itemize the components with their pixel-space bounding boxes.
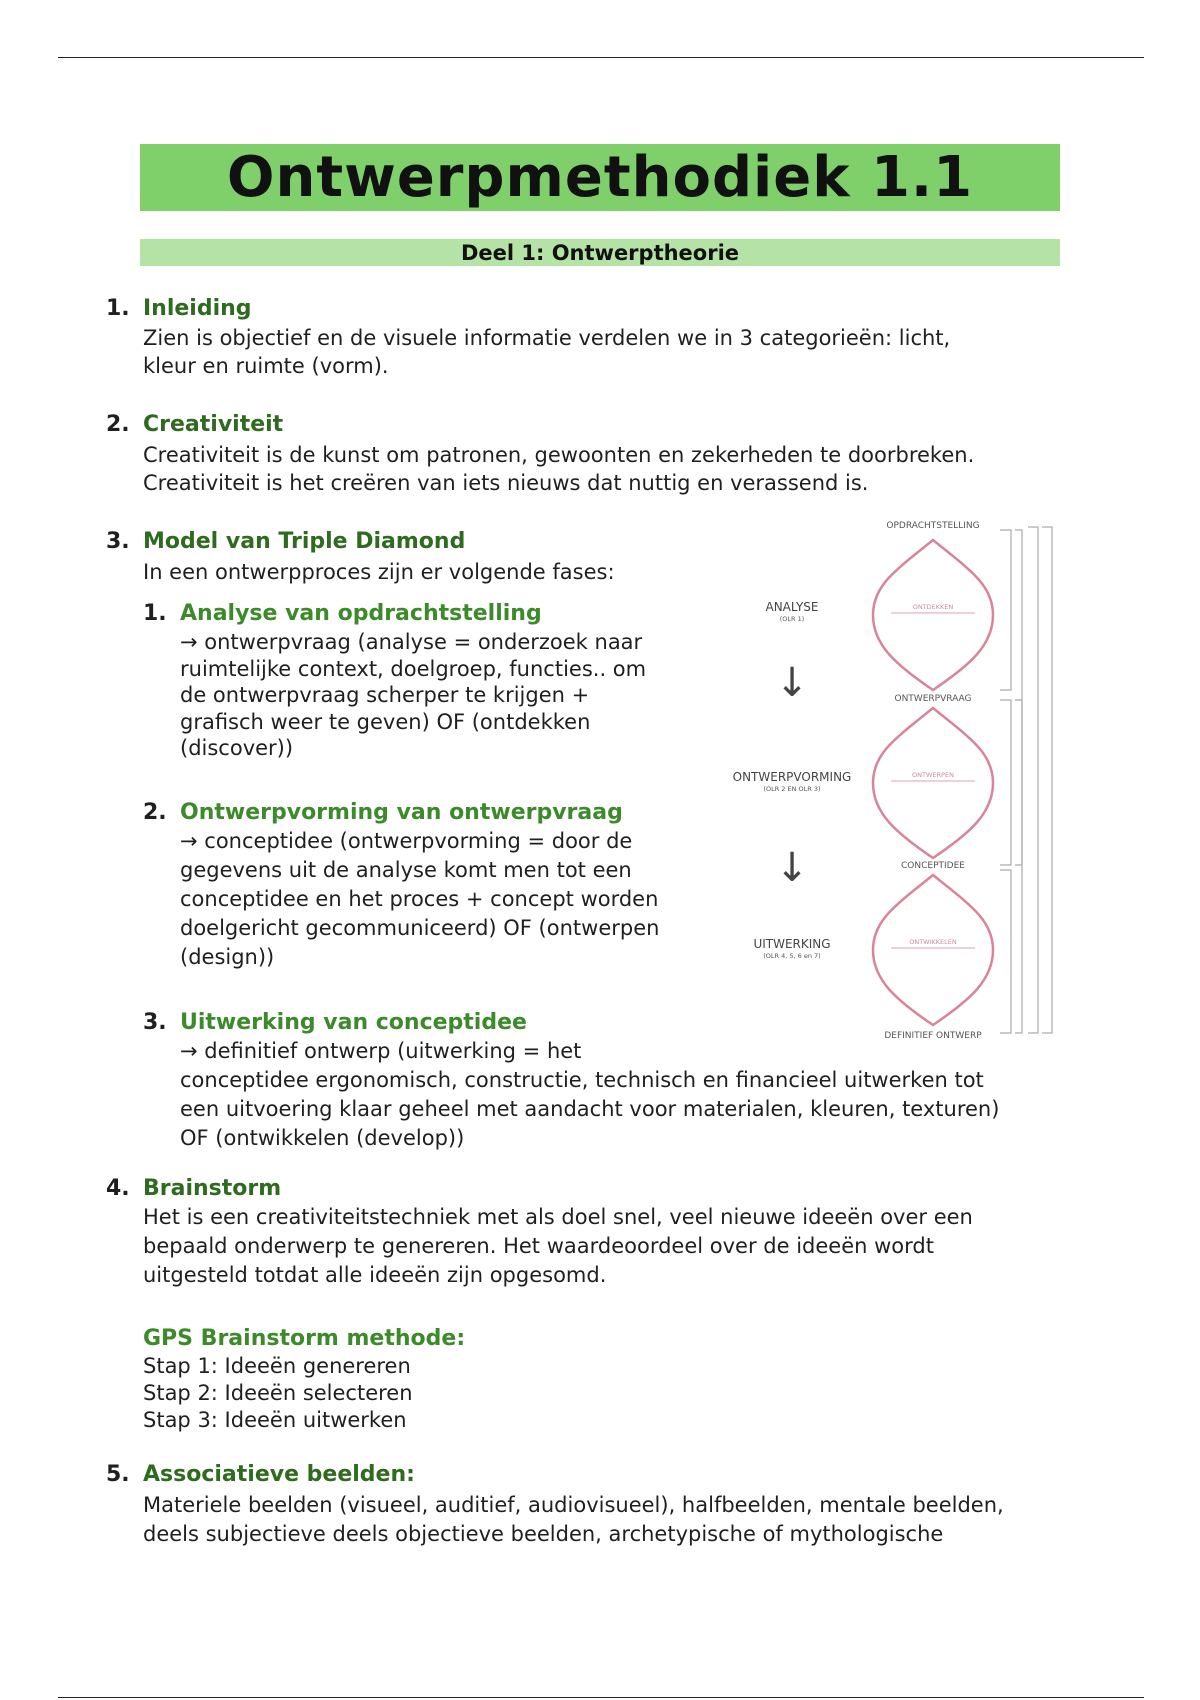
section-3-intro: In een ontwerpproces zijn er volgende fases:	[143, 560, 615, 584]
top-rule	[58, 57, 1144, 58]
subsection-ontwerpvorming-body: → conceptidee (ontwerpvorming = door de gegevens uit de analyse komt men tot een conceptidee en het proces + concept worden doelgericht gecommuniceerd) OF (ontwerpen (design))	[180, 829, 660, 969]
subsection-analyse-heading: 1. Analyse van opdrachtstelling	[143, 601, 542, 626]
subsection-analyse-body: → ontwerpvraag (analyse = onderzoek naar ruimtelijke context, doelgroep, functies.. om de ontwerpvraag scherper te krijgen + grafisch weer te geven) OF (ontdekken (discover))	[180, 630, 647, 760]
down-arrow-icon: ↓	[775, 845, 809, 891]
diamond-ontwerpvorming	[873, 708, 993, 858]
subsection-uitwerking-body: → definitief ontwerp (uitwerking = het conceptidee ergonomisch, constructie, technisch en financieel uitwerken tot een uitvoering klaar geheel met aandacht voor materialen, kleuren, texturen) OF (ontwikkelen (develop))	[180, 1039, 1000, 1150]
section-1-body: Zien is objectief en de visuele informatie verdelen we in 3 categorieën: licht, kleur en ruimte (vorm).	[143, 326, 951, 378]
phase-sub-analyse: (OLR 1)	[779, 615, 805, 623]
inner-label-analyse: ONTDEKKEN	[912, 603, 954, 611]
diamond-uitwerking	[873, 875, 993, 1025]
section-2-heading: 2. Creativiteit	[106, 412, 284, 437]
phase-sub-ontwerpvorming: (OLR 2 EN OLR 3)	[763, 785, 821, 793]
section-5-heading: 5. Associatieve beelden:	[106, 1462, 415, 1487]
section-4-heading: 4. Brainstorm	[106, 1176, 282, 1201]
triple-diamond-diagram	[715, 515, 1065, 1045]
gps-brainstorm-heading: GPS Brainstorm methode:	[143, 1326, 466, 1351]
subsection-ontwerpvorming-heading: 2. Ontwerpvorming van ontwerpvraag	[143, 800, 623, 825]
phase-label-ontwerpvorming: ONTWERPVORMING	[732, 770, 852, 784]
bracket-lines	[1000, 527, 1052, 1033]
section-5-body: Materiele beelden (visueel, auditief, audiovisueel), halfbeelden, mentale beelden, deels subjectieve deels objectieve beelden, archetypische of mythologische	[143, 1493, 1004, 1546]
phase-label-analyse: ANALYSE	[765, 600, 819, 614]
diamond-analyse	[873, 540, 993, 690]
subsection-uitwerking-heading: 3. Uitwerking van conceptidee	[143, 1010, 527, 1035]
bottom-rule	[58, 1697, 1144, 1698]
outcome-conceptidee: CONCEPTIDEE	[901, 861, 965, 871]
inner-label-ontwerpvorming: ONTWERPEN	[912, 771, 954, 779]
section-2-body: Creativiteit is de kunst om patronen, gewoonten en zekerheden te doorbreken. Creativiteit is het creëren van iets nieuws dat nuttig en verassend is.	[143, 443, 975, 495]
phase-label-uitwerking: UITWERKING	[753, 937, 831, 951]
gps-steps-list	[143, 1353, 413, 1434]
outcome-definitief-ontwerp: DEFINITIEF ONTWERP	[884, 1031, 982, 1041]
section-4-body: Het is een creativiteitstechniek met als doel snel, veel nieuwe ideeën over een bepaald onderwerp te genereren. Het waardeoordeel over de ideeën wordt uitgesteld totdat alle ideeën zijn opgesomd.	[143, 1205, 973, 1287]
phase-sub-uitwerking: (OLR 4, 5, 6 en 7)	[763, 952, 821, 960]
gps-step: Stap 3: Ideeën uitwerken	[143, 1408, 407, 1432]
page-subtitle: Deel 1: Ontwerptheorie	[140, 239, 1060, 266]
page-title: Ontwerpmethodiek 1.1	[140, 144, 1060, 211]
inner-label-uitwerking: ONTWIKKELEN	[909, 938, 957, 946]
gps-step: Stap 1: Ideeën genereren	[143, 1354, 411, 1378]
diagram-top-label: OPDRACHTSTELLING	[886, 521, 980, 531]
section-1-heading: 1. Inleiding	[106, 296, 252, 321]
down-arrow-icon: ↓	[775, 660, 809, 706]
gps-step: Stap 2: Ideeën selecteren	[143, 1381, 413, 1405]
section-3-heading: 3. Model van Triple Diamond	[106, 529, 466, 554]
outcome-ontwerpvraag: ONTWERPVRAAG	[894, 694, 972, 704]
